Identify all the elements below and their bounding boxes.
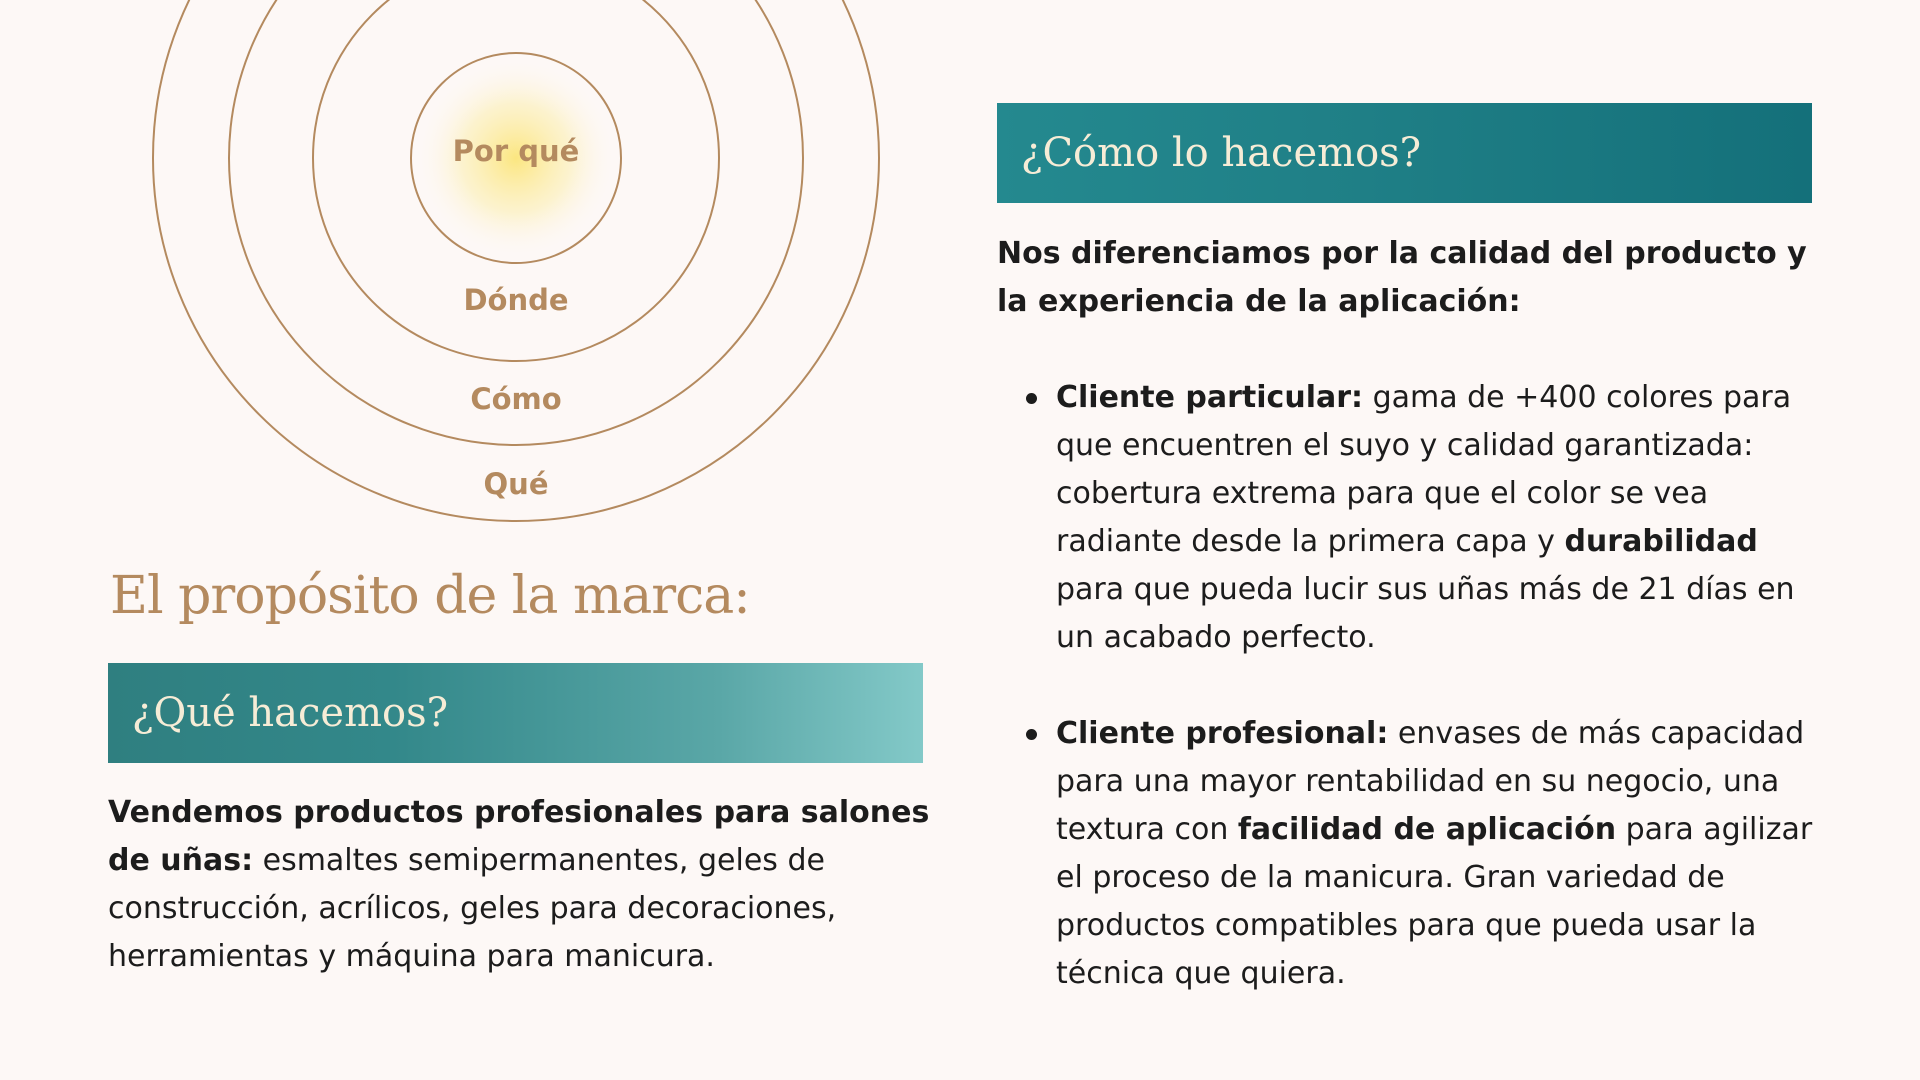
bullet-text: gama de +400 colores para que encuentren el suyo y calidad garantizada: cobertura extrema para que el color se vea radiante desde la primera capa y — [1056, 380, 1792, 559]
how-heading-banner — [997, 103, 1812, 203]
bullet-item-particular — [1022, 374, 1822, 662]
what-paragraph — [108, 789, 938, 981]
what-text: esmaltes semipermanentes, geles de construcción, acrílicos, geles para decoraciones, herramientas y máquina para manicura. — [108, 843, 837, 974]
ring-label-what: Qué — [483, 467, 549, 501]
how-intro: Nos diferenciamos por la calidad del producto y la experiencia de la aplicación: — [997, 236, 1807, 319]
bullet-item-profesional — [1022, 710, 1822, 998]
bullet-text: para que pueda lucir sus uñas más de 21 días en un acabado perfecto. — [1056, 572, 1795, 655]
what-bold-text: Vendemos productos profesionales para salones de uñas: — [108, 795, 930, 878]
page-title: El propósito de la marca: — [110, 566, 750, 626]
bullet-text: envases de más capacidad para una mayor rentabilidad en su negocio, una textura con — [1056, 716, 1805, 847]
what-heading-banner — [108, 663, 923, 763]
bullet-dot-icon — [1026, 729, 1037, 740]
how-bullet-list — [1022, 374, 1822, 1046]
bullet-dot-icon — [1026, 393, 1037, 404]
ring-label-where: Dónde — [463, 283, 569, 317]
how-heading: ¿Cómo lo hacemos? — [1021, 130, 1422, 176]
bullet-bold-phrase: durabilidad — [1564, 524, 1758, 559]
bullet-text: para agilizar el proceso de la manicura. Gran variedad de productos compatibles para que pueda usar la técnica que quiera. — [1056, 812, 1813, 991]
bullet-label: Cliente profesional: — [1056, 716, 1389, 751]
bullet-bold-phrase: facilidad de aplicación — [1237, 812, 1617, 847]
what-heading: ¿Qué hacemos? — [132, 690, 449, 736]
bullet-label: Cliente particular: — [1056, 380, 1364, 415]
ring-label-how: Cómo — [470, 382, 562, 416]
ring-label-why: Por qué — [452, 134, 580, 168]
